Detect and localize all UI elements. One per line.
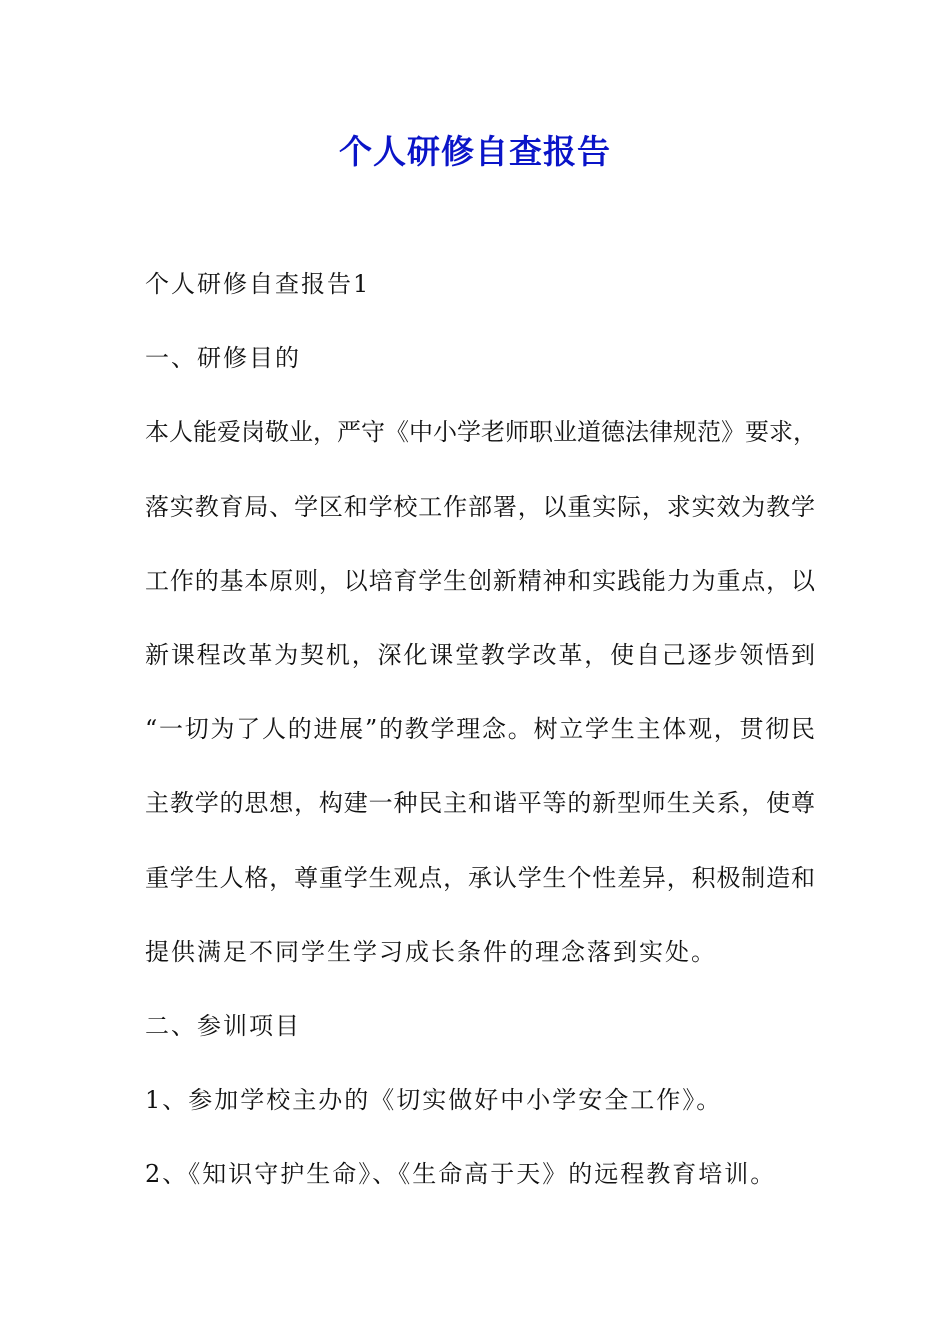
paragraph-line: 主教学的思想，构建一种民主和谐平等的新型师生关系，使尊 (145, 789, 815, 818)
paragraph-line: 本人能爱岗敬业，严守《中小学老师职业道德法律规范》要求， (145, 418, 817, 447)
list-item: 1、参加学校主办的《切实做好中小学安全工作》。 (145, 1086, 723, 1115)
section-heading-purpose: 一、研修目的 (145, 344, 301, 373)
paragraph-line: 新课程改革为契机，深化课堂教学改革，使自己逐步领悟到 (145, 640, 815, 669)
section-heading-projects: 二、参训项目 (145, 1011, 301, 1040)
paragraph-line: “一切为了人的进展”的教学理念。树立学生主体观，贯彻民 (145, 715, 815, 744)
paragraph-line: 重学生人格，尊重学生观点，承认学生个性差异，积极制造和 (145, 863, 815, 892)
report-subtitle: 个人研修自查报告1 (145, 270, 371, 298)
paragraph-line: 落实教育局、学区和学校工作部署，以重实际，求实效为教学 (145, 492, 815, 521)
paragraph-line: 工作的基本原则，以培育学生创新精神和实践能力为重点，以 (145, 566, 815, 595)
list-item: 2、《知识守护生命》、《生命高于天》的远程教育培训。 (145, 1160, 777, 1189)
paragraph-line: 提供满足不同学生学习成长条件的理念落到实处。 (145, 937, 717, 966)
document-body (145, 262, 815, 1226)
document-title: 个人研修自查报告 (339, 132, 611, 171)
